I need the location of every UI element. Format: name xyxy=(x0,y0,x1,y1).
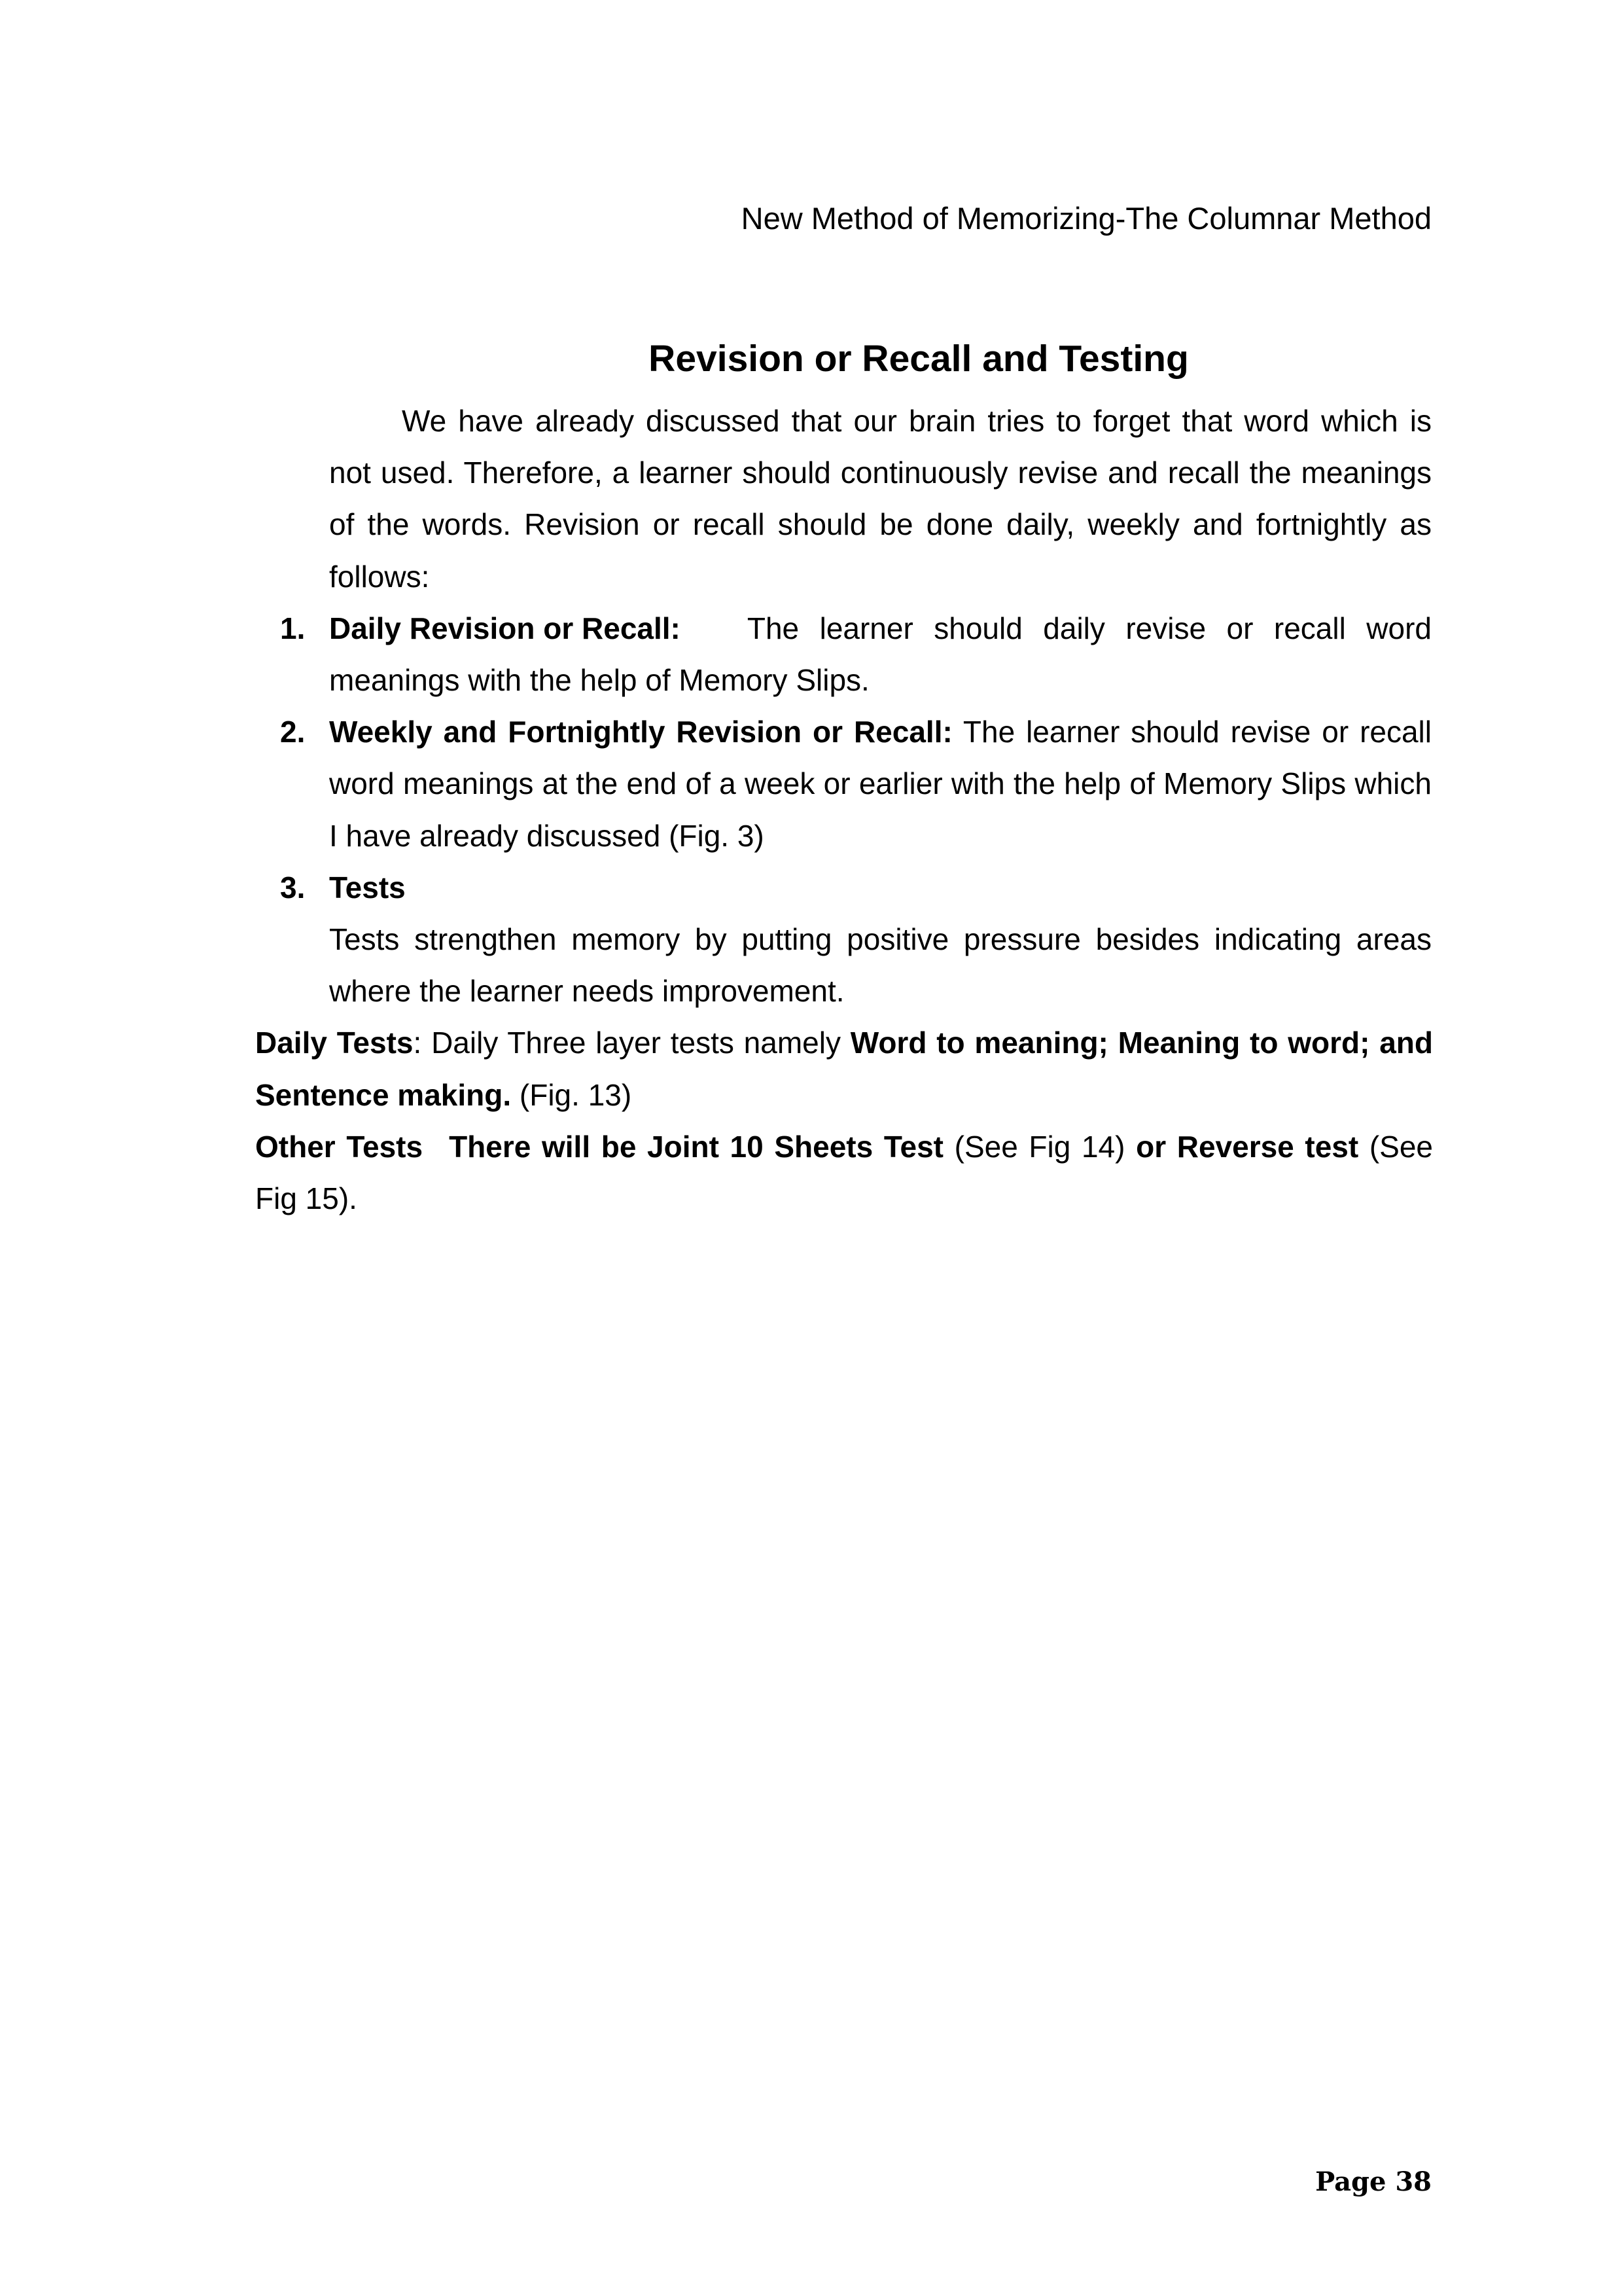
list-item-lead: Daily Revision or Recall: xyxy=(329,611,680,645)
list-item-weekly-revision xyxy=(255,706,1432,862)
list-item-body: The learner should daily revise or recall word meanings with the help of Memory Slips. xyxy=(329,611,1432,698)
list-item-lead: Tests xyxy=(329,870,406,905)
list-item-lead: Weekly and Fortnightly Revision or Recall: xyxy=(329,715,953,749)
list-number: 3. xyxy=(280,870,306,905)
list-item-daily-revision xyxy=(255,603,1432,706)
daily-tests-label: Daily Tests xyxy=(255,1026,414,1060)
other-tests-label: Other Tests xyxy=(255,1129,423,1164)
list-item-body: The learner should revise or recall word meanings at the end of a week or earlier with the help of Memory Slips which I have already discussed (Fig. 3) xyxy=(329,715,1432,853)
daily-tests-text: Daily Three layer tests namely xyxy=(421,1026,851,1060)
other-tests-bold-1: There will be Joint 10 Sheets Test xyxy=(449,1129,944,1164)
other-tests-bold-2: or Reverse test xyxy=(1136,1129,1359,1164)
other-tests-ref-2: (See Fig 15). xyxy=(255,1129,1434,1216)
list-number: 1. xyxy=(280,611,306,645)
daily-tests-paragraph xyxy=(255,1017,1433,1121)
page-number: Page 38 xyxy=(1315,2166,1432,2197)
list-number: 2. xyxy=(280,715,306,749)
intro-paragraph: We have already discussed that our brain tries to forget that word which is not used. Therefore, a learner should continuously revise and recall the meanings of the words. Revision or recall should be done daily, weekly and fortnightly as follows: xyxy=(329,404,1432,594)
list-item-heading xyxy=(329,862,1432,914)
page-title: Revision or Recall and Testing xyxy=(648,338,1189,380)
list-item-body: Tests strengthen memory by putting positive pressure besides indicating areas where the learner needs improvement. xyxy=(329,922,1432,1009)
daily-tests-bold-text: Word to meaning; Meaning to word; and Sentence making. xyxy=(255,1026,1433,1112)
other-tests-ref-1: (See Fig 14) xyxy=(944,1129,1137,1164)
list-item-text xyxy=(329,706,1432,862)
other-tests-paragraph xyxy=(255,1121,1433,1225)
running-header: New Method of Memorizing-The Columnar Method xyxy=(741,201,1432,236)
daily-tests-colon: : xyxy=(413,1026,422,1060)
body-content xyxy=(255,395,1432,1225)
list-item-tests xyxy=(255,862,1432,1018)
list-item-text xyxy=(329,603,1432,706)
daily-tests-ref: (Fig. 13) xyxy=(511,1077,632,1112)
